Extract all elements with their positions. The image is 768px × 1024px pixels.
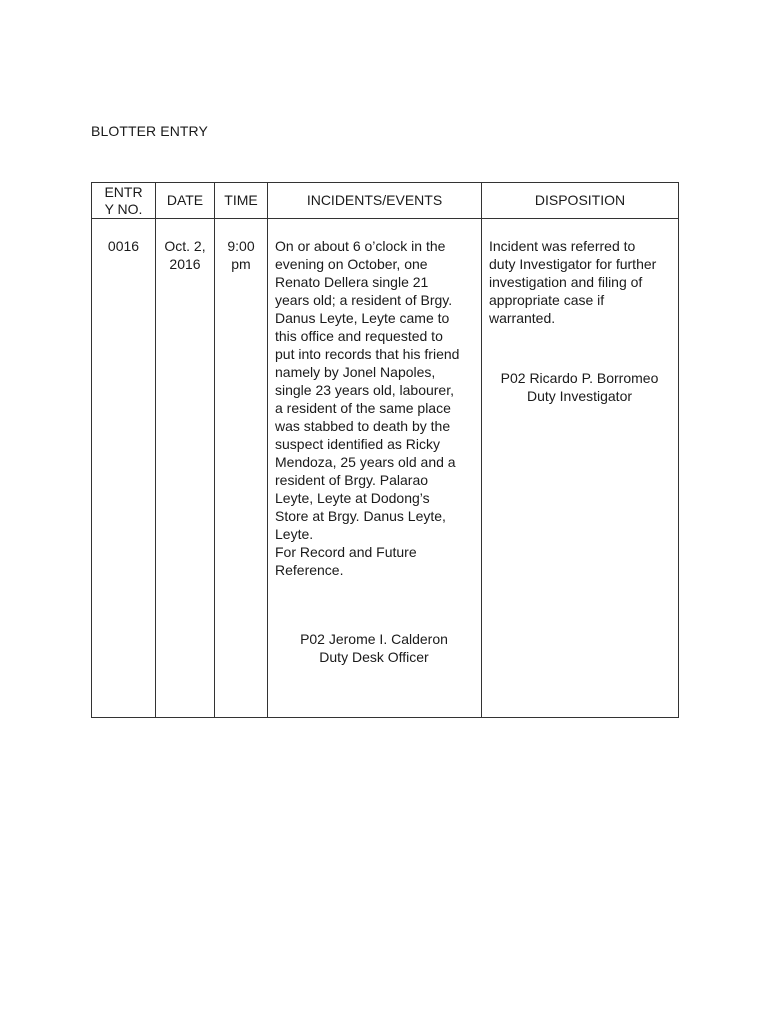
desk-officer-signature-block [271,630,477,666]
header-date: DATE [156,183,215,219]
investigator-name: P02 Ricardo P. Borromeo [500,370,659,386]
page-title: BLOTTER ENTRY [91,123,208,139]
desk-officer-name: P02 Jerome I. Calderon [300,631,448,647]
cell-date: Oct. 2, 2016 [156,219,215,718]
blotter-table [91,182,679,718]
incident-narrative: On or about 6 o’clock in the evening on October, one Renato Dellera single 21 years old; a resident of Brgy. Danus Leyte, Leyte came to this office and requested to put into records that his friend namely by Jonel Napoles, single 23 years old, labourer, a resident of the same place was stabbed to death by the suspect identified as Ricky Mendoza, 25 years old and a resident of Brgy. Palarao Leyte, Leyte at Dodong’s Store at Brgy. Danus Leyte, Leyte. For Record and Future Reference. [275,238,460,578]
header-disposition: DISPOSITION [482,183,679,219]
header-time: TIME [215,183,268,219]
table-header-row [92,183,679,219]
desk-officer-title: Duty Desk Officer [319,649,429,665]
header-entry-no: ENTR Y NO. [92,183,156,219]
investigator-signature-block [485,369,674,405]
cell-disposition [482,219,679,718]
disposition-text: Incident was referred to duty Investigator for further investigation and filing of appropriate case if warranted. [489,238,657,326]
header-incidents-events: INCIDENTS/EVENTS [268,183,482,219]
cell-entry-no: 0016 [92,219,156,718]
investigator-title: Duty Investigator [526,388,633,404]
table-row [92,219,679,718]
cell-incident [268,219,482,718]
cell-time: 9:00 pm [215,219,268,718]
